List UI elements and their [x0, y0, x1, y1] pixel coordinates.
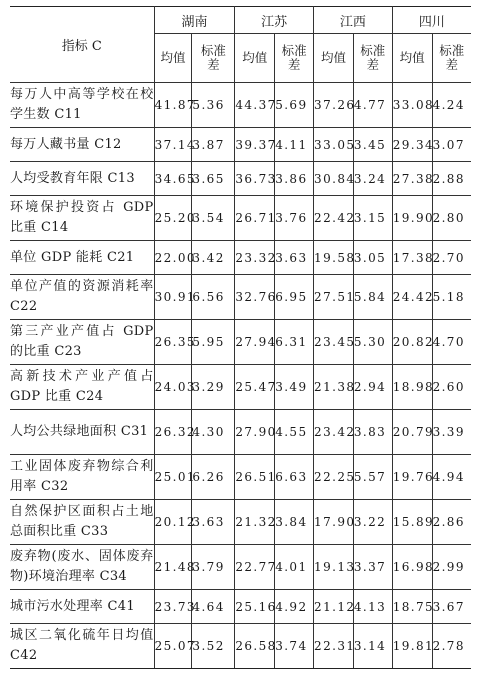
sd-value-cell: 6.56: [192, 275, 235, 320]
sd-value-cell: 4.01: [275, 545, 314, 590]
mean-value-cell: 26.51: [235, 455, 275, 500]
sd-value-cell: 5.69: [275, 83, 314, 128]
indicator-name-cell: 高新技术产业产值占 GDP 比重 C24: [10, 365, 154, 410]
sd-value-cell: 2.60: [432, 365, 471, 410]
sd-value-cell: 2.80: [432, 196, 471, 241]
sd-value-cell: 3.74: [275, 624, 314, 669]
sd-value-cell: 3.42: [192, 241, 235, 275]
mean-value-cell: 18.75: [392, 590, 432, 624]
indicator-name-cell: 自然保护区面积占土地总面积比重 C33: [10, 500, 154, 545]
sd-value-cell: 6.26: [192, 455, 235, 500]
indicator-name-cell: 每万人藏书量 C12: [10, 128, 154, 162]
sd-value-cell: 3.76: [275, 196, 314, 241]
sd-value-cell: 2.86: [432, 500, 471, 545]
indicator-name-cell: 环境保护投资占 GDP 比重 C14: [10, 196, 154, 241]
sd-value-cell: 4.24: [432, 83, 471, 128]
region-header-sichuan: 四川: [392, 7, 471, 34]
mean-value-cell: 26.71: [235, 196, 275, 241]
sd-value-cell: 3.65: [192, 162, 235, 196]
mean-value-cell: 20.12: [154, 500, 192, 545]
mean-header: 均值: [314, 34, 354, 83]
sd-value-cell: 3.45: [353, 128, 392, 162]
region-header-jiangxi: 江西: [314, 7, 393, 34]
sd-value-cell: 5.30: [353, 320, 392, 365]
sd-value-cell: 3.29: [192, 365, 235, 410]
table-row: [10, 128, 471, 162]
mean-value-cell: 19.58: [314, 241, 354, 275]
mean-value-cell: 24.03: [154, 365, 192, 410]
sd-value-cell: 2.99: [432, 545, 471, 590]
table-row: [10, 320, 471, 365]
mean-value-cell: 23.42: [314, 410, 354, 455]
mean-value-cell: 34.65: [154, 162, 192, 196]
mean-header: 均值: [392, 34, 432, 83]
indicator-name-cell: 单位 GDP 能耗 C21: [10, 241, 154, 275]
mean-value-cell: 26.32: [154, 410, 192, 455]
sd-value-cell: 3.63: [192, 500, 235, 545]
sd-value-cell: 3.52: [192, 624, 235, 669]
mean-value-cell: 25.20: [154, 196, 192, 241]
indicator-name-cell: 人均受教育年限 C13: [10, 162, 154, 196]
sd-value-cell: 4.77: [353, 83, 392, 128]
sd-value-cell: 2.94: [353, 365, 392, 410]
sd-header: 标准差: [432, 34, 471, 83]
mean-value-cell: 22.31: [314, 624, 354, 669]
sd-value-cell: 3.84: [275, 500, 314, 545]
sd-value-cell: 2.78: [432, 624, 471, 669]
mean-value-cell: 22.25: [314, 455, 354, 500]
table-row: [10, 241, 471, 275]
sd-value-cell: 3.63: [275, 241, 314, 275]
mean-value-cell: 36.73: [235, 162, 275, 196]
mean-value-cell: 25.47: [235, 365, 275, 410]
sd-value-cell: 3.39: [432, 410, 471, 455]
sd-value-cell: 6.31: [275, 320, 314, 365]
table-row: [10, 500, 471, 545]
mean-value-cell: 39.37: [235, 128, 275, 162]
sd-value-cell: 5.57: [353, 455, 392, 500]
sd-value-cell: 4.11: [275, 128, 314, 162]
table-row: [10, 162, 471, 196]
indicator-name-cell: 城市污水处理率 C41: [10, 590, 154, 624]
sd-value-cell: 3.37: [353, 545, 392, 590]
indicator-statistics-table: [10, 6, 471, 669]
sd-value-cell: 3.05: [353, 241, 392, 275]
mean-value-cell: 25.07: [154, 624, 192, 669]
sd-value-cell: 4.94: [432, 455, 471, 500]
table-body: [10, 83, 471, 669]
table-row: [10, 590, 471, 624]
sd-value-cell: 6.95: [275, 275, 314, 320]
table-row: [10, 365, 471, 410]
table-header: [10, 7, 471, 83]
mean-value-cell: 23.32: [235, 241, 275, 275]
mean-value-cell: 30.91: [154, 275, 192, 320]
sd-header: 标准差: [192, 34, 235, 83]
mean-value-cell: 32.76: [235, 275, 275, 320]
sd-value-cell: 3.07: [432, 128, 471, 162]
mean-value-cell: 15.89: [392, 500, 432, 545]
mean-value-cell: 25.16: [235, 590, 275, 624]
sd-value-cell: 3.86: [275, 162, 314, 196]
sd-value-cell: 5.95: [192, 320, 235, 365]
indicator-name-cell: 每万人中高等学校在校学生数 C11: [10, 83, 154, 128]
mean-value-cell: 25.01: [154, 455, 192, 500]
sd-header: 标准差: [353, 34, 392, 83]
sd-value-cell: 3.87: [192, 128, 235, 162]
mean-value-cell: 44.37: [235, 83, 275, 128]
indicator-column-header: 指标 C: [10, 7, 154, 83]
sd-value-cell: 2.88: [432, 162, 471, 196]
mean-value-cell: 21.12: [314, 590, 354, 624]
sd-value-cell: 5.36: [192, 83, 235, 128]
mean-value-cell: 33.08: [392, 83, 432, 128]
mean-value-cell: 33.05: [314, 128, 354, 162]
sd-value-cell: 3.15: [353, 196, 392, 241]
mean-value-cell: 18.98: [392, 365, 432, 410]
mean-value-cell: 27.94: [235, 320, 275, 365]
indicator-name-cell: 单位产值的资源消耗率 C22: [10, 275, 154, 320]
indicator-name-cell: 废弃物(废水、固体废弃物)环境治理率 C34: [10, 545, 154, 590]
sd-value-cell: 3.79: [192, 545, 235, 590]
table-row: [10, 410, 471, 455]
mean-value-cell: 27.38: [392, 162, 432, 196]
mean-value-cell: 16.98: [392, 545, 432, 590]
mean-value-cell: 17.90: [314, 500, 354, 545]
mean-value-cell: 20.79: [392, 410, 432, 455]
mean-value-cell: 19.13: [314, 545, 354, 590]
table-row: [10, 624, 471, 669]
mean-value-cell: 22.77: [235, 545, 275, 590]
sd-value-cell: 3.24: [353, 162, 392, 196]
region-header-hunan: 湖南: [154, 7, 235, 34]
sd-header: 标准差: [275, 34, 314, 83]
mean-value-cell: 21.38: [314, 365, 354, 410]
region-header-jiangsu: 江苏: [235, 7, 314, 34]
indicator-name-cell: 城区二氧化硫年日均值 C42: [10, 624, 154, 669]
sd-value-cell: 5.18: [432, 275, 471, 320]
mean-value-cell: 41.87: [154, 83, 192, 128]
mean-value-cell: 26.58: [235, 624, 275, 669]
mean-value-cell: 21.48: [154, 545, 192, 590]
sd-value-cell: 4.92: [275, 590, 314, 624]
indicator-name-cell: 人均公共绿地面积 C31: [10, 410, 154, 455]
mean-value-cell: 27.90: [235, 410, 275, 455]
mean-value-cell: 22.00: [154, 241, 192, 275]
indicator-name-cell: 第三产业产值占 GDP 的比重 C23: [10, 320, 154, 365]
sd-value-cell: 3.49: [275, 365, 314, 410]
sd-value-cell: 3.14: [353, 624, 392, 669]
sd-value-cell: 4.30: [192, 410, 235, 455]
indicator-name-cell: 工业固体废弃物综合利用率 C32: [10, 455, 154, 500]
mean-value-cell: 37.26: [314, 83, 354, 128]
sd-value-cell: 4.70: [432, 320, 471, 365]
sd-value-cell: 5.84: [353, 275, 392, 320]
sd-value-cell: 3.54: [192, 196, 235, 241]
mean-value-cell: 21.32: [235, 500, 275, 545]
sd-value-cell: 4.13: [353, 590, 392, 624]
mean-value-cell: 20.82: [392, 320, 432, 365]
sd-value-cell: 2.70: [432, 241, 471, 275]
mean-value-cell: 19.81: [392, 624, 432, 669]
mean-value-cell: 24.42: [392, 275, 432, 320]
sd-value-cell: 4.55: [275, 410, 314, 455]
table-row: [10, 83, 471, 128]
mean-header: 均值: [235, 34, 275, 83]
sd-value-cell: 3.83: [353, 410, 392, 455]
mean-value-cell: 26.35: [154, 320, 192, 365]
mean-value-cell: 17.38: [392, 241, 432, 275]
mean-value-cell: 22.42: [314, 196, 354, 241]
sd-value-cell: 3.67: [432, 590, 471, 624]
sd-value-cell: 3.22: [353, 500, 392, 545]
table-row: [10, 545, 471, 590]
mean-value-cell: 27.51: [314, 275, 354, 320]
mean-value-cell: 23.45: [314, 320, 354, 365]
mean-header: 均值: [154, 34, 192, 83]
mean-value-cell: 37.14: [154, 128, 192, 162]
region-header-row: [10, 7, 471, 34]
mean-value-cell: 30.84: [314, 162, 354, 196]
table-row: [10, 275, 471, 320]
table-row: [10, 196, 471, 241]
sd-value-cell: 4.64: [192, 590, 235, 624]
table-row: [10, 455, 471, 500]
mean-value-cell: 19.90: [392, 196, 432, 241]
mean-value-cell: 23.73: [154, 590, 192, 624]
mean-value-cell: 29.34: [392, 128, 432, 162]
sd-value-cell: 6.63: [275, 455, 314, 500]
mean-value-cell: 19.76: [392, 455, 432, 500]
